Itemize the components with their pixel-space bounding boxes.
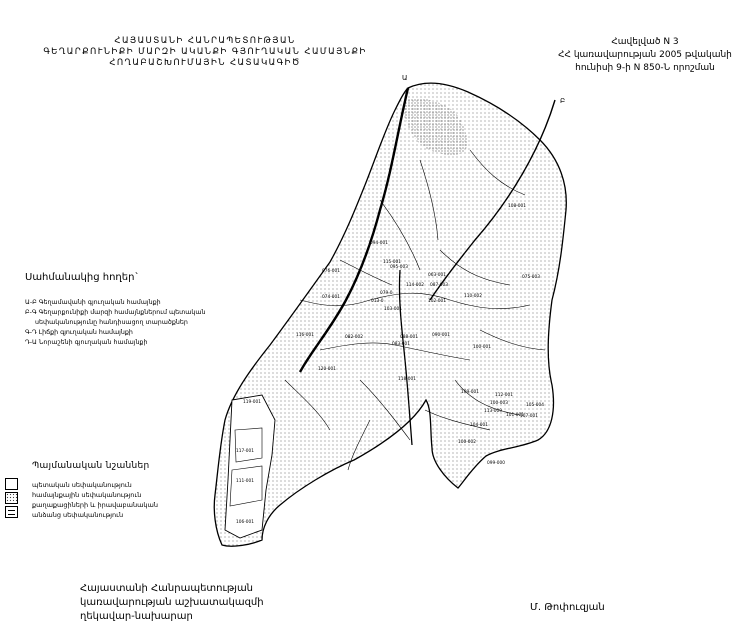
adjacent-lands-list xyxy=(25,298,205,348)
convention-item: պետական սեփականություն xyxy=(32,481,132,489)
parcel-label: 087-003 xyxy=(430,283,448,288)
parcel-label: 106-001 xyxy=(236,520,254,525)
map-title xyxy=(40,36,370,69)
parcel-label: 074-001 xyxy=(322,295,340,300)
parcel-label: 111-001 xyxy=(236,479,254,484)
parcel-label: 095-003 xyxy=(390,265,408,270)
corner-label-b: Բ xyxy=(560,97,566,105)
parcel-label: 115-001 xyxy=(383,260,401,265)
parcel-label: 100-002 xyxy=(458,440,476,445)
parcel-label: 090-001 xyxy=(432,333,450,338)
parcel-label: 101-001 xyxy=(506,413,524,418)
parcel-label: 104-001 xyxy=(470,423,488,428)
conventions-title: Պայմանական նշաններ xyxy=(32,461,150,471)
parcel-label: 103-001 xyxy=(384,307,402,312)
annex-line: Հավելված N 3 xyxy=(611,37,679,47)
convention-item: անձանց սեփականություն xyxy=(32,511,124,519)
parcel-label: 113-009 xyxy=(484,409,502,414)
legend-item: սեփականությունը հանդիսացող տարածքներ xyxy=(35,319,188,326)
parcel-label: 118-001 xyxy=(398,377,416,382)
legend-item: Ա-Բ Գեղամավանի գյուղական համայնքի xyxy=(25,299,161,306)
parcel-label: 088-001 xyxy=(400,335,418,340)
signatory-position xyxy=(80,582,264,624)
legend-item: Դ-Ա Նորաշենի գյուղական համայնքի xyxy=(25,339,148,346)
conventions-list xyxy=(32,480,158,520)
parcel-label: 079-0 xyxy=(380,291,393,296)
parcel-label: 112-001 xyxy=(495,393,513,398)
footer-line: Հայաստանի Հանրապետության xyxy=(80,583,254,594)
corner-label-a: Ա xyxy=(402,74,408,82)
parcel-label: 105-004 xyxy=(526,403,544,408)
footer-line: ղեկավար-նախարար xyxy=(80,611,193,622)
footer-line: կառավարության աշխատակազմի xyxy=(80,597,264,608)
parcel-label: 076-001 xyxy=(322,269,340,274)
parcel-label: 114-002 xyxy=(406,283,424,288)
convention-item: համայնքային սեփականություն xyxy=(32,491,142,499)
private-property-swatch xyxy=(5,506,18,518)
parcel-label: 013-0 xyxy=(371,299,384,304)
legend-item: Գ-Դ Լիճքի գյուղական համայնքի xyxy=(25,329,133,336)
annex-line: ՀՀ կառավարության 2005 թվականի xyxy=(558,50,732,60)
adjacent-lands-title: Սահմանակից հողեր` xyxy=(25,272,140,283)
convention-item: քաղաքացիների և իրավաբանական xyxy=(32,501,159,509)
parcel-label: 063-001 xyxy=(428,273,446,278)
parcel-label: 075-003 xyxy=(522,275,540,280)
parcel-label: 100-003 xyxy=(490,401,508,406)
legend-item: Բ-Գ Գեղարքունիքի մարզի համայնքներում պետական xyxy=(25,309,206,316)
parcel-label: 100-001 xyxy=(473,345,491,350)
parcel-label: 110-002 xyxy=(464,294,482,299)
parcel-label: 102-001 xyxy=(428,299,446,304)
title-line: ՀՈՂԱԲԱՇԽՈՒՄԱՅԻՆ ՀԱՏԱԿԱԳԻԾ xyxy=(109,58,301,68)
parcel-label: 083-001 xyxy=(392,342,410,347)
parcel-label: 082-002 xyxy=(345,335,363,340)
state-property-swatch xyxy=(5,478,18,490)
parcel-label: 107-001 xyxy=(520,414,538,419)
parcel-label: 119-001 xyxy=(243,400,261,405)
parcel-label: 109-001 xyxy=(461,390,479,395)
parcel-label: 116-001 xyxy=(296,333,314,338)
parcel-label: 094-001 xyxy=(370,241,388,246)
parcel-label: 108-001 xyxy=(508,204,526,209)
parcel-label: 099-000 xyxy=(487,461,505,466)
annex-note xyxy=(545,36,745,75)
community-property-swatch xyxy=(5,492,18,504)
annex-line: հունիսի 9-ի N 850-Ն որոշման xyxy=(575,63,715,73)
parcel-label: 120-001 xyxy=(318,367,336,372)
parcel-label: 117-001 xyxy=(236,449,254,454)
title-line: ՀԱՅԱՍՏԱՆԻ ՀԱՆՐԱՊԵՏՈՒԹՅԱՆ xyxy=(114,36,296,46)
title-line: ԳԵՂԱՐՔՈՒՆԻՔԻ ՄԱՐԶԻ ԱԿԱՆՔԻ ԳՅՈՒՂԱԿԱՆ ՀԱՄԱՅՆՔԻ xyxy=(43,47,367,57)
signatory-name: Մ. Թոփուզյան xyxy=(530,602,605,613)
